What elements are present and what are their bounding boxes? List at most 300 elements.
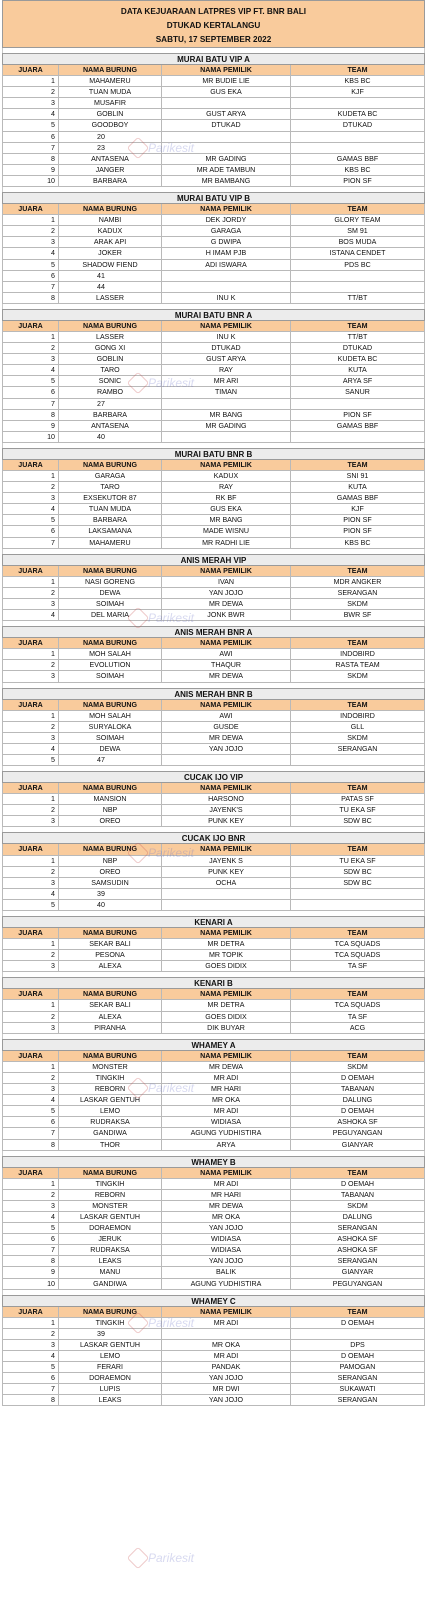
column-header-team: TEAM (291, 844, 425, 855)
cell-rank: 9 (2, 1267, 59, 1278)
cell-owner-name: DIK BUYAR (162, 1023, 291, 1034)
cell-bird-name: GANDIWA (59, 1279, 162, 1290)
cell-rank: 4 (2, 889, 59, 900)
cell-owner-name: AGUNG YUDHISTIRA (162, 1128, 291, 1139)
cell-rank: 3 (2, 98, 59, 109)
table-row (2, 1329, 425, 1340)
result-section (2, 977, 425, 1033)
cell-owner-name (162, 282, 291, 293)
cell-team: TABANAN (291, 1084, 425, 1095)
table-row (2, 132, 425, 143)
cell-owner-name: GOES DIDIX (162, 1012, 291, 1023)
cell-rank: 7 (2, 538, 59, 549)
column-header-bird-name: NAMA BURUNG (59, 700, 162, 711)
column-header-rank: JUARA (2, 321, 59, 332)
cell-team: TABANAN (291, 1190, 425, 1201)
cell-rank: 4 (2, 109, 59, 120)
section-title: CUCAK IJO VIP (2, 771, 425, 783)
cell-team: DTUKAD (291, 120, 425, 131)
cell-owner-name: JAYENK'S (162, 805, 291, 816)
column-header-rank: JUARA (2, 638, 59, 649)
cell-team: PION SF (291, 176, 425, 187)
table-row (2, 1190, 425, 1201)
column-header-bird-name: NAMA BURUNG (59, 989, 162, 1000)
cell-bird-name: TINGKIH (59, 1318, 162, 1329)
table-row (2, 1201, 425, 1212)
cell-team: SNI 91 (291, 471, 425, 482)
cell-rank: 2 (2, 867, 59, 878)
cell-rank: 2 (2, 1073, 59, 1084)
cell-bird-name: EXSEKUTOR 87 (59, 493, 162, 504)
cell-owner-name (162, 432, 291, 443)
cell-bird-name: ANTASENA (59, 154, 162, 165)
cell-team: KBS BC (291, 76, 425, 87)
column-header-bird-name: NAMA BURUNG (59, 566, 162, 577)
table-header-row (2, 844, 425, 855)
cell-bird-name: SAMSUDIN (59, 878, 162, 889)
table-row (2, 432, 425, 443)
table-row (2, 577, 425, 588)
table-row (2, 1256, 425, 1267)
cell-rank: 6 (2, 387, 59, 398)
table-row (2, 120, 425, 131)
table-row (2, 165, 425, 176)
cell-owner-name: DTUKAD (162, 120, 291, 131)
watermark (130, 1550, 194, 1566)
cell-rank: 6 (2, 132, 59, 143)
table-header-row (2, 783, 425, 794)
cell-owner-name: GUSDE (162, 722, 291, 733)
cell-rank: 7 (2, 143, 59, 154)
cell-team: KUDETA BC (291, 354, 425, 365)
cell-rank: 10 (2, 432, 59, 443)
cell-rank: 7 (2, 282, 59, 293)
cell-rank: 3 (2, 599, 59, 610)
cell-rank: 6 (2, 526, 59, 537)
cell-team: GAMAS BBF (291, 421, 425, 432)
cell-owner-name: MR OKA (162, 1095, 291, 1106)
table-row (2, 961, 425, 972)
table-row (2, 1012, 425, 1023)
cell-owner-name (162, 399, 291, 410)
column-header-team: TEAM (291, 204, 425, 215)
cell-owner-name: TIMAN (162, 387, 291, 398)
cell-rank: 10 (2, 176, 59, 187)
cell-bird-name: ARAK API (59, 237, 162, 248)
cell-owner-name: MR BAMBANG (162, 176, 291, 187)
table-row (2, 1117, 425, 1128)
cell-rank: 1 (2, 76, 59, 87)
table-header-row (2, 928, 425, 939)
cell-team: INDOBIRD (291, 711, 425, 722)
column-header-team: TEAM (291, 566, 425, 577)
watermark-text: Parikesit (148, 1551, 195, 1565)
cell-bird-name: MANSION (59, 794, 162, 805)
table-row (2, 260, 425, 271)
cell-owner-name: MR ARI (162, 376, 291, 387)
table-row (2, 1000, 425, 1011)
cell-team: PAMOGAN (291, 1362, 425, 1373)
cell-rank: 8 (2, 410, 59, 421)
cell-owner-name: ADI ISWARA (162, 260, 291, 271)
table-row (2, 421, 425, 432)
cell-bird-name: REBORN (59, 1084, 162, 1095)
cell-bird-name: OREO (59, 816, 162, 827)
column-header-bird-name: NAMA BURUNG (59, 928, 162, 939)
table-row (2, 1140, 425, 1151)
cell-owner-name: JONK BWR (162, 610, 291, 621)
cell-bird-name: DEWA (59, 588, 162, 599)
cell-owner-name: YAN JOJO (162, 1373, 291, 1384)
cell-team: SKDM (291, 671, 425, 682)
cell-rank: 5 (2, 1106, 59, 1117)
cell-owner-name: OCHA (162, 878, 291, 889)
table-row (2, 143, 425, 154)
cell-owner-name: MR ADI (162, 1106, 291, 1117)
cell-owner-name: MR DEWA (162, 599, 291, 610)
cell-rank: 3 (2, 961, 59, 972)
cell-owner-name: YAN JOJO (162, 1223, 291, 1234)
table-row (2, 365, 425, 376)
cell-team: KUDETA BC (291, 109, 425, 120)
cell-bird-name: GOBLIN (59, 354, 162, 365)
column-header-team: TEAM (291, 989, 425, 1000)
cell-team (291, 432, 425, 443)
column-header-bird-name: NAMA BURUNG (59, 1051, 162, 1062)
cell-owner-name (162, 755, 291, 766)
cell-owner-name: GUS EKA (162, 504, 291, 515)
cell-owner-name: GARAGA (162, 226, 291, 237)
table-row (2, 1362, 425, 1373)
watermark-logo-icon (127, 1547, 150, 1570)
result-section (2, 626, 425, 682)
cell-rank: 8 (2, 1395, 59, 1406)
cell-rank: 3 (2, 1084, 59, 1095)
cell-team: GIANYAR (291, 1267, 425, 1278)
section-title: MURAI BATU BNR B (2, 448, 425, 460)
column-header-owner-name: NAMA PEMILIK (162, 321, 291, 332)
table-row (2, 109, 425, 120)
cell-team: KJF (291, 87, 425, 98)
cell-owner-name: PUNK KEY (162, 816, 291, 827)
cell-rank: 3 (2, 1340, 59, 1351)
column-header-bird-name: NAMA BURUNG (59, 1307, 162, 1318)
cell-team: TA SF (291, 961, 425, 972)
cell-team: PEGUYANGAN (291, 1128, 425, 1139)
cell-bird-name: SURYALOKA (59, 722, 162, 733)
cell-bird-name: LAKSAMANA (59, 526, 162, 537)
cell-bird-name: LEMO (59, 1351, 162, 1362)
cell-owner-name: MR BANG (162, 410, 291, 421)
table-row (2, 900, 425, 911)
cell-bird-name: 27 (59, 399, 162, 410)
cell-team: SERANGAN (291, 1395, 425, 1406)
cell-rank: 1 (2, 215, 59, 226)
table-row (2, 482, 425, 493)
cell-team: TA SF (291, 1012, 425, 1023)
column-header-rank: JUARA (2, 1051, 59, 1062)
cell-rank: 1 (2, 711, 59, 722)
table-row (2, 1245, 425, 1256)
table-row (2, 526, 425, 537)
cell-team (291, 900, 425, 911)
column-header-owner-name: NAMA PEMILIK (162, 928, 291, 939)
cell-team: BOS MUDA (291, 237, 425, 248)
cell-owner-name: G DWIPA (162, 237, 291, 248)
cell-team: KUTA (291, 365, 425, 376)
cell-owner-name: DEK JORDY (162, 215, 291, 226)
cell-rank: 1 (2, 1000, 59, 1011)
table-row (2, 399, 425, 410)
column-header-owner-name: NAMA PEMILIK (162, 1307, 291, 1318)
cell-team: MDR ANGKER (291, 577, 425, 588)
table-row (2, 237, 425, 248)
cell-bird-name: 20 (59, 132, 162, 143)
cell-rank: 9 (2, 421, 59, 432)
column-header-bird-name: NAMA BURUNG (59, 460, 162, 471)
cell-bird-name: MANU (59, 1267, 162, 1278)
cell-bird-name: 39 (59, 1329, 162, 1340)
cell-owner-name: MR DEWA (162, 1201, 291, 1212)
table-row (2, 588, 425, 599)
cell-bird-name: SEKAR BALI (59, 939, 162, 950)
section-title: CUCAK IJO BNR (2, 832, 425, 844)
cell-owner-name: MR DWI (162, 1384, 291, 1395)
cell-rank: 10 (2, 1279, 59, 1290)
cell-rank: 2 (2, 226, 59, 237)
column-header-bird-name: NAMA BURUNG (59, 321, 162, 332)
cell-team: TCA SQUADS (291, 950, 425, 961)
cell-bird-name: GOBLIN (59, 109, 162, 120)
cell-bird-name: JOKER (59, 248, 162, 259)
result-section (2, 53, 425, 187)
table-header-row (2, 321, 425, 332)
cell-bird-name: NBP (59, 805, 162, 816)
table-row (2, 387, 425, 398)
result-section (2, 832, 425, 911)
header-date: SABTU, 17 SEPTEMBER 2022 (155, 35, 272, 44)
column-header-owner-name: NAMA PEMILIK (162, 460, 291, 471)
cell-bird-name: MONSTER (59, 1062, 162, 1073)
cell-rank: 4 (2, 1095, 59, 1106)
cell-team: ASHOKA SF (291, 1234, 425, 1245)
cell-owner-name: MR DEWA (162, 733, 291, 744)
section-title: ANIS MERAH BNR A (2, 626, 425, 638)
table-row (2, 671, 425, 682)
cell-bird-name: REBORN (59, 1190, 162, 1201)
cell-team: SERANGAN (291, 1373, 425, 1384)
cell-rank: 4 (2, 744, 59, 755)
cell-bird-name: SEKAR BALI (59, 1000, 162, 1011)
cell-bird-name: TUAN MUDA (59, 87, 162, 98)
cell-bird-name: RAMBO (59, 387, 162, 398)
column-header-rank: JUARA (2, 989, 59, 1000)
cell-team: D OEMAH (291, 1179, 425, 1190)
watermark-text: Parikesit (148, 1316, 195, 1330)
cell-team: SERANGAN (291, 588, 425, 599)
cell-rank: 5 (2, 755, 59, 766)
table-row (2, 504, 425, 515)
column-header-owner-name: NAMA PEMILIK (162, 204, 291, 215)
cell-team: SUKAWATI (291, 1384, 425, 1395)
cell-owner-name: MR TOPIK (162, 950, 291, 961)
cell-rank: 2 (2, 87, 59, 98)
cell-rank: 8 (2, 154, 59, 165)
cell-team: INDOBIRD (291, 649, 425, 660)
column-header-rank: JUARA (2, 1307, 59, 1318)
cell-bird-name: 41 (59, 271, 162, 282)
cell-owner-name: THAQUR (162, 660, 291, 671)
cell-rank: 3 (2, 237, 59, 248)
cell-team: TU EKA SF (291, 856, 425, 867)
watermark-text: Parikesit (148, 611, 195, 625)
section-title: MURAI BATU VIP B (2, 192, 425, 204)
cell-bird-name: 39 (59, 889, 162, 900)
table-row (2, 744, 425, 755)
cell-rank: 3 (2, 1023, 59, 1034)
cell-rank: 5 (2, 1223, 59, 1234)
result-section (2, 448, 425, 549)
cell-bird-name: GONG XI (59, 343, 162, 354)
table-row (2, 1267, 425, 1278)
cell-bird-name: 40 (59, 900, 162, 911)
table-row (2, 794, 425, 805)
cell-owner-name: HARSONO (162, 794, 291, 805)
cell-team: RASTA TEAM (291, 660, 425, 671)
cell-rank: 6 (2, 1373, 59, 1384)
cell-owner-name: MR DETRA (162, 939, 291, 950)
cell-team: TT/BT (291, 293, 425, 304)
cell-rank: 2 (2, 1190, 59, 1201)
column-header-rank: JUARA (2, 928, 59, 939)
cell-bird-name: GARAGA (59, 471, 162, 482)
cell-bird-name: DORAEMON (59, 1373, 162, 1384)
cell-team: PDS BC (291, 260, 425, 271)
table-header-row (2, 1168, 425, 1179)
cell-bird-name: DORAEMON (59, 1223, 162, 1234)
cell-bird-name: FERARI (59, 1362, 162, 1373)
cell-owner-name: ARYA (162, 1140, 291, 1151)
table-row (2, 599, 425, 610)
column-header-owner-name: NAMA PEMILIK (162, 1051, 291, 1062)
table-row (2, 1395, 425, 1406)
cell-owner-name (162, 271, 291, 282)
cell-team: SDW BC (291, 816, 425, 827)
cell-team: SKDM (291, 733, 425, 744)
table-row (2, 293, 425, 304)
cell-owner-name: MR DEWA (162, 1062, 291, 1073)
column-header-bird-name: NAMA BURUNG (59, 1168, 162, 1179)
cell-team: PION SF (291, 410, 425, 421)
cell-owner-name: MR GADING (162, 421, 291, 432)
table-row (2, 1095, 425, 1106)
column-header-rank: JUARA (2, 1168, 59, 1179)
column-header-rank: JUARA (2, 844, 59, 855)
table-row (2, 1073, 425, 1084)
cell-bird-name: RUDRAKSA (59, 1117, 162, 1128)
table-header-row (2, 638, 425, 649)
table-row (2, 226, 425, 237)
table-row (2, 755, 425, 766)
cell-rank: 7 (2, 1384, 59, 1395)
table-row (2, 660, 425, 671)
table-row (2, 1340, 425, 1351)
column-header-owner-name: NAMA PEMILIK (162, 700, 291, 711)
cell-team: SERANGAN (291, 1256, 425, 1267)
cell-team: DALUNG (291, 1212, 425, 1223)
cell-owner-name: BALIK (162, 1267, 291, 1278)
table-header-row (2, 460, 425, 471)
cell-bird-name: OREO (59, 867, 162, 878)
cell-owner-name: YAN JOJO (162, 588, 291, 599)
cell-rank: 8 (2, 1256, 59, 1267)
cell-owner-name: AWI (162, 649, 291, 660)
cell-owner-name: INU K (162, 293, 291, 304)
cell-rank: 7 (2, 1128, 59, 1139)
column-header-rank: JUARA (2, 65, 59, 76)
cell-owner-name: JAYENK S (162, 856, 291, 867)
section-title: KENARI B (2, 977, 425, 989)
cell-owner-name: DTUKAD (162, 343, 291, 354)
cell-owner-name: INU K (162, 332, 291, 343)
cell-bird-name: GOODBOY (59, 120, 162, 131)
section-title: ANIS MERAH VIP (2, 554, 425, 566)
cell-rank: 2 (2, 722, 59, 733)
cell-rank: 7 (2, 1245, 59, 1256)
result-section (2, 554, 425, 621)
column-header-owner-name: NAMA PEMILIK (162, 638, 291, 649)
cell-team: PION SF (291, 515, 425, 526)
cell-bird-name: MONSTER (59, 1201, 162, 1212)
cell-bird-name: LASKAR GENTUH (59, 1095, 162, 1106)
cell-team: ACG (291, 1023, 425, 1034)
cell-owner-name (162, 98, 291, 109)
cell-owner-name: MR ADI (162, 1073, 291, 1084)
cell-rank: 2 (2, 343, 59, 354)
result-section (2, 1295, 425, 1407)
cell-rank: 1 (2, 1318, 59, 1329)
column-header-bird-name: NAMA BURUNG (59, 204, 162, 215)
cell-rank: 4 (2, 1212, 59, 1223)
cell-rank: 3 (2, 493, 59, 504)
cell-bird-name: LEAKS (59, 1256, 162, 1267)
column-header-rank: JUARA (2, 783, 59, 794)
table-row (2, 343, 425, 354)
table-row (2, 1084, 425, 1095)
cell-owner-name: MR ADE TAMBUN (162, 165, 291, 176)
table-row (2, 1318, 425, 1329)
cell-team: PEGUYANGAN (291, 1279, 425, 1290)
table-row (2, 722, 425, 733)
table-row (2, 410, 425, 421)
cell-bird-name: BARBARA (59, 410, 162, 421)
result-section (2, 771, 425, 827)
cell-rank: 7 (2, 399, 59, 410)
table-row (2, 939, 425, 950)
document-header (2, 0, 425, 48)
cell-team (291, 143, 425, 154)
result-section (2, 1039, 425, 1151)
cell-team: PION SF (291, 526, 425, 537)
cell-rank: 2 (2, 588, 59, 599)
cell-bird-name: LUPIS (59, 1384, 162, 1395)
cell-team: TT/BT (291, 332, 425, 343)
cell-bird-name: 47 (59, 755, 162, 766)
cell-team: SERANGAN (291, 744, 425, 755)
column-header-bird-name: NAMA BURUNG (59, 783, 162, 794)
column-header-rank: JUARA (2, 204, 59, 215)
cell-team: SKDM (291, 1201, 425, 1212)
